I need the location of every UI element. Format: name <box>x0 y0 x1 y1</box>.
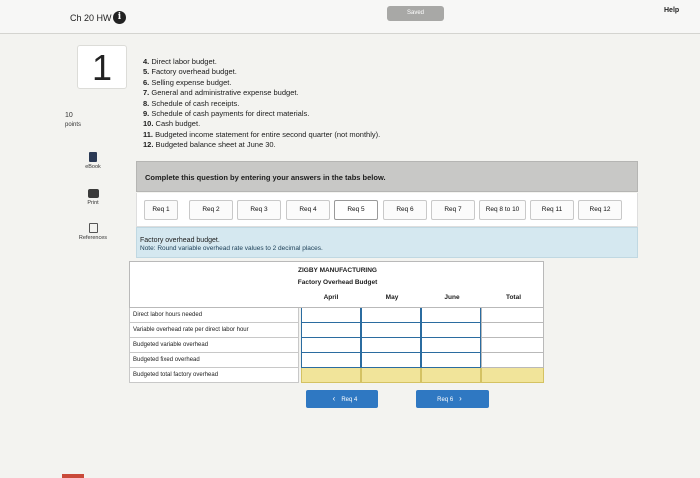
total-cell-may <box>361 368 421 383</box>
input-cell-may[interactable] <box>361 338 421 353</box>
table-title: Factory Overhead Budget <box>297 279 378 286</box>
saved-badge: Saved <box>387 6 444 21</box>
row-label: Direct labor hours needed <box>129 308 299 323</box>
input-cell-april[interactable] <box>301 308 361 323</box>
column-header-may: May <box>385 294 399 301</box>
input-cell-total[interactable] <box>481 353 544 368</box>
section-note: Note: Round variable overhead rate values to 2 decimal places. <box>140 245 323 252</box>
input-cell-may[interactable] <box>361 323 421 338</box>
table-row <box>129 353 544 368</box>
tab-req-4[interactable]: Req 4 <box>286 200 330 220</box>
input-cell-total[interactable] <box>481 308 544 323</box>
input-cell-june[interactable] <box>421 323 481 338</box>
table-row <box>129 368 544 383</box>
table-row <box>129 308 544 323</box>
requirement-item: 12. Budgeted balance sheet at June 30. <box>143 140 276 150</box>
instruction-text: Complete this question by entering your answers in the tabs below. <box>145 173 386 182</box>
question-rail <box>55 34 130 478</box>
requirement-item: 5. Factory overhead budget. <box>143 67 237 77</box>
section-header <box>136 227 638 258</box>
chevron-right-icon: › <box>459 394 462 403</box>
requirement-item: 10. Cash budget. <box>143 119 201 129</box>
row-label: Variable overhead rate per direct labor hour <box>129 323 299 338</box>
instruction-banner <box>136 161 638 192</box>
tab-req-2[interactable]: Req 2 <box>189 200 233 220</box>
print-icon <box>88 189 99 198</box>
tab-req-6[interactable]: Req 6 <box>383 200 427 220</box>
section-title: Factory overhead budget. <box>140 237 220 244</box>
input-cell-april[interactable] <box>301 323 361 338</box>
row-label: Budgeted total factory overhead <box>129 368 299 383</box>
input-cell-april[interactable] <box>301 338 361 353</box>
table-row <box>129 323 544 338</box>
tab-req-8-to-10[interactable]: Req 8 to 10 <box>479 200 526 220</box>
chevron-left-icon: ‹ <box>332 394 336 403</box>
requirement-item: 8. Schedule of cash receipts. <box>143 98 240 108</box>
requirement-item: 4. Direct labor budget. <box>143 57 217 66</box>
bottom-marker <box>62 474 84 478</box>
assignment-title: Ch 20 HW <box>70 13 112 23</box>
input-cell-april[interactable] <box>301 353 361 368</box>
input-cell-may[interactable] <box>361 308 421 323</box>
total-cell-april <box>301 368 361 383</box>
column-header-june: June <box>444 294 460 301</box>
column-header-april: April <box>323 294 339 301</box>
top-bar <box>0 0 700 34</box>
prev-button-label: Req 4 <box>341 397 358 403</box>
print-label: Print <box>87 200 99 206</box>
requirement-item: 7. General and administrative expense budget. <box>143 88 299 98</box>
tab-req-1[interactable]: Req 1 <box>144 200 178 220</box>
next-button-label: Req 6 <box>437 397 454 403</box>
next-requirement-button[interactable] <box>416 390 489 408</box>
total-cell-june <box>421 368 481 383</box>
input-cell-total[interactable] <box>481 323 544 338</box>
points-value: 10 <box>65 112 73 119</box>
overhead-budget-table <box>129 261 544 383</box>
tab-req-3[interactable]: Req 3 <box>237 200 281 220</box>
ebook-link[interactable] <box>63 152 123 170</box>
tab-req-5[interactable]: Req 5 <box>334 200 378 220</box>
tab-req-7[interactable]: Req 7 <box>431 200 475 220</box>
print-link[interactable] <box>63 189 123 206</box>
input-cell-total[interactable] <box>481 338 544 353</box>
table-header <box>129 261 544 308</box>
requirement-item: 6. Selling expense budget. <box>143 77 232 87</box>
row-label: Budgeted variable overhead <box>129 338 299 353</box>
row-label: Budgeted fixed overhead <box>129 353 299 368</box>
prev-requirement-button[interactable] <box>306 390 378 408</box>
help-link[interactable]: Help <box>664 7 680 14</box>
input-cell-june[interactable] <box>421 353 481 368</box>
references-label: References <box>78 235 108 241</box>
input-cell-may[interactable] <box>361 353 421 368</box>
table-row <box>129 338 544 353</box>
references-link[interactable] <box>63 223 123 241</box>
requirements-list <box>143 57 380 151</box>
requirement-tabs <box>136 193 638 227</box>
references-icon <box>89 223 98 233</box>
company-name: ZIGBY MANUFACTURING <box>298 267 377 274</box>
tab-req-11[interactable]: Req 11 <box>530 200 574 220</box>
points-label: points <box>65 122 82 128</box>
requirement-item: 11. Budgeted income statement for entire second quarter (not monthly). <box>143 129 381 139</box>
ebook-label: eBook <box>85 164 101 170</box>
column-header-total: Total <box>505 294 522 301</box>
requirement-item: 9. Schedule of cash payments for direct materials. <box>143 109 310 119</box>
question-number: 1 <box>77 45 127 89</box>
total-cell-total <box>481 368 544 383</box>
info-icon[interactable]: i <box>113 11 126 24</box>
ebook-icon <box>89 152 97 162</box>
input-cell-june[interactable] <box>421 308 481 323</box>
input-cell-june[interactable] <box>421 338 481 353</box>
tab-req-12[interactable]: Req 12 <box>578 200 622 220</box>
